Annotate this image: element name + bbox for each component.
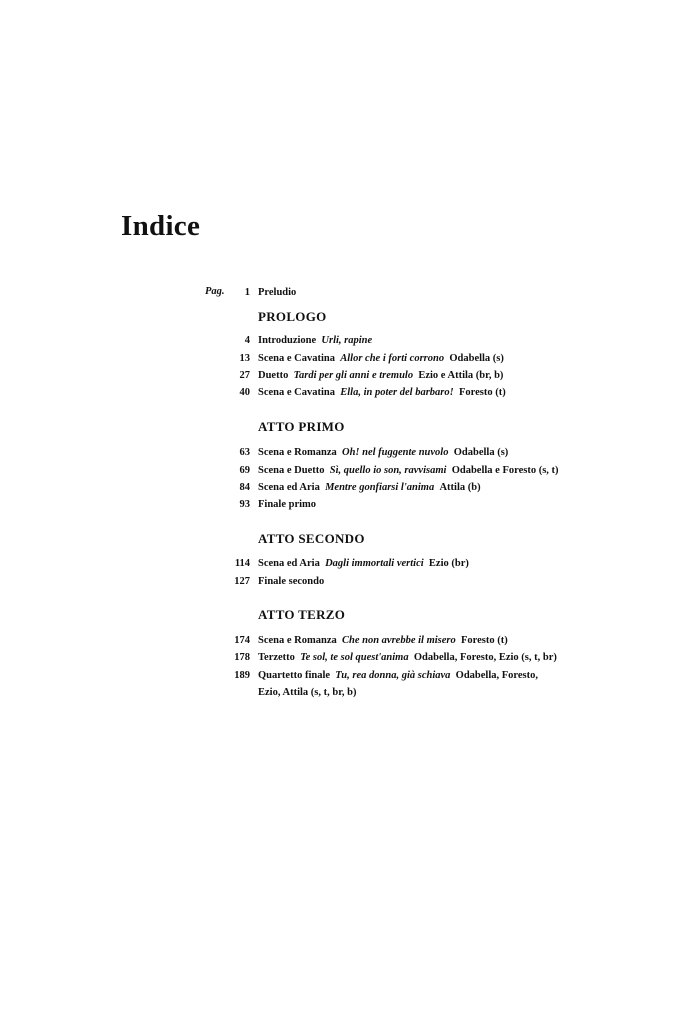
entry-incipit: Che non avrebbe il misero [342, 635, 456, 646]
page-number: 69 [239, 465, 250, 476]
entry-kind: Scena e Romanza [258, 447, 337, 458]
page-number: 174 [234, 635, 250, 646]
section-heading-atto-primo: ATTO PRIMO [258, 419, 345, 434]
entry-roles-continuation: Ezio, Attila (s, t, br, b) [258, 687, 357, 698]
entry-incipit: Allor che i forti corrono [340, 353, 445, 364]
entry-kind: Introduzione [258, 335, 317, 346]
section-heading-atto-secondo: ATTO SECONDO [258, 531, 365, 546]
entry-incipit: Oh! nel fuggente nuvolo [342, 447, 449, 458]
page-number: 27 [239, 370, 250, 381]
section-heading-atto-terzo: ATTO TERZO [258, 607, 346, 622]
entry-incipit: Tu, rea donna, già schiava [335, 670, 451, 681]
entry-roles: Odabella, Foresto, [455, 670, 539, 681]
entry-kind: Scena ed Aria [258, 482, 320, 493]
entry-incipit: Tardi per gli anni e tremulo [293, 370, 414, 381]
entry-kind: Preludio [258, 287, 297, 298]
entry-kind: Scena e Cavatina [258, 353, 335, 364]
entry-roles: Attila (b) [439, 482, 481, 493]
entry-roles: Odabella (s) [453, 447, 509, 458]
entry-roles: Ezio (br) [428, 558, 469, 569]
page-number: 114 [234, 558, 250, 569]
page-title: Indice [121, 210, 201, 242]
entry-incipit: Urli, rapine [321, 335, 373, 346]
page-number: 127 [234, 576, 250, 587]
entry-kind: Finale primo [258, 499, 317, 510]
page-number: 189 [234, 670, 250, 681]
page-number: 1 [244, 287, 250, 298]
entry-roles: Foresto (t) [458, 387, 506, 398]
entry-kind: Duetto [258, 370, 289, 381]
entry-roles: Odabella (s) [449, 353, 504, 364]
pag-label: Pag. [205, 286, 225, 297]
entry-roles: Ezio e Attila (br, b) [418, 370, 504, 381]
page-number: 84 [239, 482, 250, 493]
entry-kind: Scena ed Aria [258, 558, 320, 569]
page-number: 13 [239, 353, 250, 364]
page-number: 178 [234, 652, 250, 663]
page-number: 4 [244, 335, 250, 346]
entry-incipit: Te sol, te sol quest'anima [300, 652, 409, 663]
entry-incipit: Ella, in poter del barbaro! [340, 387, 454, 398]
entry-incipit: Mentre gonfiarsi l'anima [325, 482, 435, 493]
entry-kind: Finale secondo [258, 576, 325, 587]
entry-kind: Scena e Cavatina [258, 387, 335, 398]
entry-kind: Quartetto finale [258, 670, 331, 681]
section-heading-prologo: PROLOGO [258, 309, 327, 324]
entry-incipit: Sì, quello io son, ravvisami [329, 465, 447, 476]
entry-roles: Foresto (t) [461, 635, 508, 646]
page-number: 93 [239, 499, 250, 510]
page-number: 63 [239, 447, 250, 458]
entry-kind: Terzetto [258, 652, 295, 663]
entry-roles: Odabella, Foresto, Ezio (s, t, br) [413, 652, 557, 663]
entry-kind: Scena e Romanza [258, 635, 337, 646]
entry-kind: Scena e Duetto [258, 465, 325, 476]
entry-roles: Odabella e Foresto (s, t) [451, 465, 559, 476]
page-number: 40 [239, 387, 250, 398]
entry-incipit: Dagli immortali vertici [325, 558, 424, 569]
